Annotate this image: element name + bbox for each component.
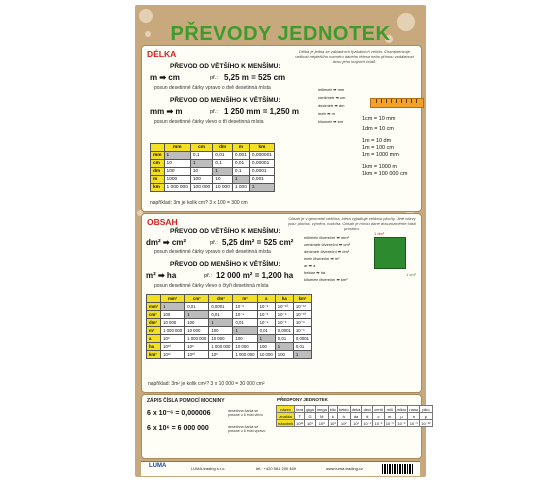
table-row: dm 100 10 1 0,1 0,0001 (151, 168, 275, 176)
delka-heading: DÉLKA (147, 49, 177, 59)
luma-logo: LUMA (149, 463, 167, 469)
delka-rule1-title: PŘEVOD OD VĚTŠÍHO K MENŠÍMU: (170, 63, 281, 70)
unit-item: milimetr ➡ mm (318, 87, 345, 92)
mocniny-line1: 6 x 10⁻⁶ = 0,000006 (147, 410, 211, 417)
delka-example: například: 3m je kolik cm? 3 x 100 = 300 cm (150, 200, 248, 206)
delka-rule1-example-label: př.: (210, 75, 218, 81)
mocniny-line1-note: desetinná čárka se posune o 6 míst vlevo (228, 409, 263, 418)
table-row: název tera giga mega kilo hekto deka deci centi mili mikro nano piko (277, 406, 433, 413)
obsah-rule2-formula: m² ➡ ha (146, 271, 177, 280)
table-row: násobek 10¹² 10⁹ 10⁶ 10³ 10² 10¹ 10⁻¹ 10⁻² 10⁻³ 10⁻⁶ 10⁻⁹ 10⁻¹² (278, 420, 431, 426)
table-row: mm² 1 0,01 0,0001 10⁻⁶ 10⁻⁸ 10⁻¹⁰ 10⁻¹² (147, 303, 312, 311)
table-header-row: mm² cm² dm² m² a ha km² (147, 295, 312, 303)
unit-item: decimetr čtvereční ➡ dm² (304, 249, 350, 254)
footer-company: LUMA-trading s.r.o. (191, 466, 226, 471)
equivalence: 1m = 1000 mm (362, 152, 399, 158)
unit-item: hektar ➡ ha (304, 270, 326, 275)
delka-rule2-example: 1 250 mm = 1,250 m (224, 107, 299, 116)
footer (141, 461, 420, 476)
equivalence: 1km = 100 000 cm (362, 171, 408, 177)
obsah-description: Obsah je v geometrii veličina, která vyjadřuje velikost plochy. Jiné názvy jsou: plocha, výměra, rozloha. Obsah je mírou dané dvourozměrné části prostoru. (288, 216, 416, 232)
delka-rule2-note: posun desetinné čárky vlevo o tři desetinná místa (154, 119, 264, 125)
equivalence: 1cm = 10 mm (362, 116, 396, 122)
delka-table (150, 143, 275, 192)
ruler-illustration (370, 98, 424, 108)
equivalence: 1m = 10 dm (362, 138, 392, 144)
unit-item: metr čtvereční ➡ m² (304, 256, 340, 261)
delka-rule1-example: 5,25 m = 525 cm (224, 73, 286, 82)
obsah-rule1-example-label: př.: (210, 240, 218, 246)
obsah-rule2-title: PŘEVOD OD MENŠÍHO K VĚTŠÍMU: (170, 261, 281, 268)
mocniny-line2: 6 x 10⁶ = 6 000 000 (147, 425, 209, 432)
square-dm-illustration (374, 237, 406, 269)
obsah-heading: OBSAH (147, 217, 178, 227)
unit-item: centimetr čtvereční ➡ cm² (304, 242, 351, 247)
obsah-rule1-note: posun desetinné čárky vpravo o dvě desetinná místa (154, 249, 271, 255)
obsah-rule1-example: 5,25 dm² = 525 cm² (222, 238, 294, 247)
unit-item: ar ➡ a (304, 263, 316, 268)
barcode-icon (382, 464, 414, 474)
unit-item: milimetr čtvereční ➡ mm² (304, 235, 349, 240)
mocniny-line2-note: desetinná čárka se posune o 6 míst vpravo (228, 425, 266, 434)
square-side-label: 1 cm² (406, 272, 416, 277)
delka-rule2-title: PŘEVOD OD MENŠÍHO K VĚTŠÍMU: (170, 97, 281, 104)
table-row: km 1 000 000 100 000 10 000 1 000 1 (151, 184, 275, 192)
table-row: m² 1 000 000 10 000 100 1 0,01 0,0001 10⁻⁶ (147, 327, 312, 335)
equivalence: 1dm = 10 cm (362, 126, 394, 132)
obsah-rule1-formula: dm² ➡ cm² (146, 238, 187, 247)
table-row: mm 1 0,1 0,01 0,001 0,000001 (151, 152, 275, 160)
table-row: m 1000 100 10 1 0,001 (151, 176, 275, 184)
delka-rule2-example-label: př.: (210, 109, 218, 115)
table-row: cm 10 1 0,1 0,01 0,00001 (151, 160, 275, 168)
delka-description: Délka je jedna ze základních fyzikálních veličin. Charakterizuje velikost nejdelšího rozměru daného tělesa nebo přímou vzdálenost dvou jeho krajních bodů. (295, 49, 414, 65)
table-row: značka T G M k h da d c m μ n p (277, 413, 433, 420)
obsah-rule1-title: PŘEVOD OD VĚTŠÍHO K MENŠÍMU: (170, 228, 281, 235)
table-row: km² 10¹² 10¹⁰ 10⁸ 1 000 000 10 000 100 1 (147, 351, 312, 359)
unit-item: metr ➡ m (318, 111, 335, 116)
table-row: cm² 100 1 0,01 10⁻⁴ 10⁻⁶ 10⁻⁸ 10⁻¹⁰ (147, 311, 312, 319)
unit-item: kilometr čtvereční ➡ km² (304, 277, 348, 282)
delka-panel (141, 45, 422, 212)
unit-item: decimetr ➡ dm (318, 103, 345, 108)
obsah-table (146, 294, 312, 359)
unit-item: centimetr ➡ cm (318, 95, 346, 100)
footer-phone: tel.: +420 581 200 469 (256, 466, 296, 471)
predpony-heading: PŘEDPONY JEDNOTEK (277, 397, 328, 402)
footer-web: www.luma-trading.cz (326, 466, 363, 471)
delka-rule1-note: posun desetinné čárky vpravo o dvě desetinná místa (154, 85, 271, 91)
table-header-row: mm cm dm m km (151, 144, 275, 152)
square-label: 1 dm² (374, 231, 385, 236)
table-row: ha 10¹⁰ 10⁸ 1 000 000 10 000 100 1 0,01 (147, 343, 312, 351)
predpony-table (276, 405, 433, 427)
equivalence: 1km = 1000 m (362, 164, 398, 170)
table-row: a 10⁸ 1 000 000 10 000 100 1 0,01 0,0001 (147, 335, 312, 343)
poster (135, 5, 431, 477)
mocniny-heading: ZÁPIS ČÍSLA POMOCÍ MOCNINY (147, 398, 225, 404)
delka-rule1-formula: m ➡ cm (150, 73, 180, 82)
delka-rule2-formula: mm ➡ m (150, 107, 183, 116)
obsah-panel (141, 213, 422, 393)
obsah-rule2-example: 12 000 m² = 1,200 ha (216, 271, 294, 280)
poster-title: PŘEVODY JEDNOTEK (170, 23, 391, 45)
obsah-example: například: 3m² je kolik cm²? 3 x 10 000 = 30 000 cm² (148, 381, 265, 387)
obsah-rule2-example-label: př.: (204, 273, 212, 279)
equivalence: 1m = 100 cm (362, 145, 394, 151)
mocniny-panel (141, 394, 431, 459)
table-row: dm² 10 000 100 1 0,01 10⁻⁴ 10⁻⁶ 10⁻⁸ (147, 319, 312, 327)
obsah-rule2-note: posun desetinné čárky vlevo o čtyři desetinná místa (154, 283, 269, 289)
unit-item: kilometr ➡ km (318, 119, 343, 124)
